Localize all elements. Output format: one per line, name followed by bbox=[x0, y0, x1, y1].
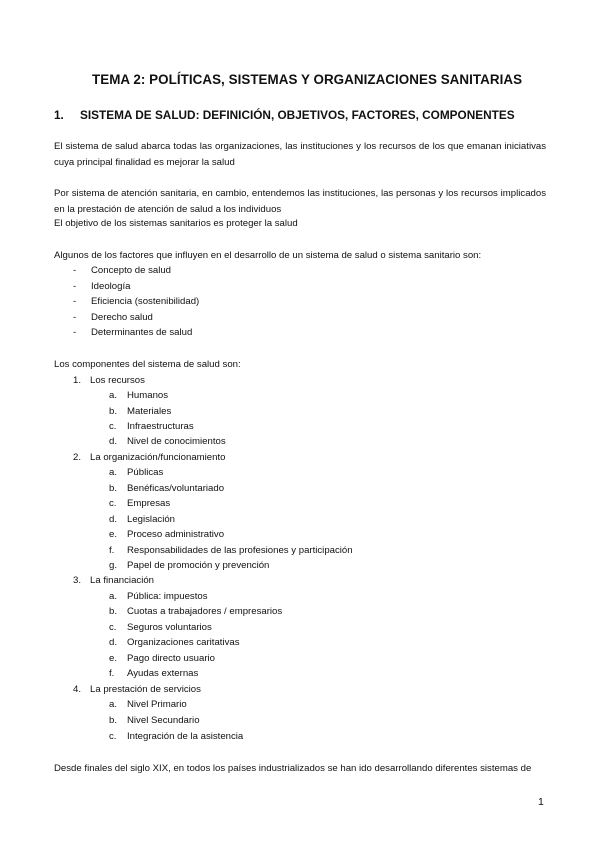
sub-list-item: d. Nivel de conocimientos bbox=[109, 436, 226, 447]
list-item: Concepto de salud bbox=[91, 265, 172, 276]
sub-list-item: f. Responsabilidades de las profesiones y participación bbox=[109, 545, 353, 556]
list-item: 1. Los recursos bbox=[73, 375, 145, 386]
list-item: 3. La financiación bbox=[73, 575, 155, 586]
sub-list-item: a. Públicas bbox=[109, 467, 164, 478]
document-title: TEMA 2: POLÍTICAS, SISTEMAS Y ORGANIZACIONES SANITARIAS bbox=[92, 72, 523, 87]
sub-list-item: b. Benéficas/voluntariado bbox=[109, 483, 225, 494]
paragraph-objective: El objetivo de los sistemas sanitarios es proteger la salud bbox=[54, 218, 298, 229]
paragraph-factors-intro: Algunos de los factores que influyen en el desarrollo de un sistema de salud o sistema sanitario son: bbox=[54, 250, 482, 261]
sub-list-item: c. Seguros voluntarios bbox=[109, 622, 212, 633]
sub-list-item: g. Papel de promoción y prevención bbox=[109, 560, 270, 571]
section-number: 1. bbox=[54, 108, 64, 122]
sub-list-item: c. Integración de la asistencia bbox=[109, 731, 244, 742]
list-bullet: - bbox=[73, 327, 77, 338]
sub-list-item: f. Ayudas externas bbox=[109, 668, 199, 679]
sub-list-item: a. Pública: impuestos bbox=[109, 591, 208, 602]
sub-list-item: b. Cuotas a trabajadores / empresarios bbox=[109, 606, 283, 617]
list-item: 4. La prestación de servicios bbox=[73, 684, 201, 695]
sub-list-item: a. Nivel Primario bbox=[109, 699, 187, 710]
sub-list-item: e. Proceso administrativo bbox=[109, 529, 225, 540]
page-number: 1 bbox=[538, 796, 544, 808]
list-bullet: - bbox=[73, 312, 77, 323]
section-heading bbox=[54, 108, 515, 122]
sub-list-item: d. Legislación bbox=[109, 514, 176, 525]
paragraph-care-system: Por sistema de atención sanitaria, en cambio, entendemos las instituciones, las personas y los recursos implicados en la prestación de atención de salud a los individuos bbox=[54, 188, 546, 215]
list-item: 2. La organización/funcionamiento bbox=[73, 452, 226, 463]
list-item: Eficiencia (sostenibilidad) bbox=[91, 296, 200, 307]
sub-list-item: b. Nivel Secundario bbox=[109, 715, 200, 726]
paragraph-definition: El sistema de salud abarca todas las organizaciones, las instituciones y los recursos de los que emanan iniciativas cuya principal finalidad es mejorar la salud bbox=[54, 141, 546, 168]
section-title: SISTEMA DE SALUD: DEFINICIÓN, OBJETIVOS, FACTORES, COMPONENTES bbox=[80, 108, 515, 122]
list-item: Derecho salud bbox=[91, 312, 153, 323]
list-item: Determinantes de salud bbox=[91, 327, 193, 338]
paragraph-final: Desde finales del siglo XIX, en todos los países industrializados se han ido desarrollando diferentes sistemas de bbox=[54, 763, 532, 774]
sub-list-item: d. Organizaciones caritativas bbox=[109, 637, 240, 648]
sub-list-item: a. Humanos bbox=[109, 390, 169, 401]
sub-list-item: c. Infraestructuras bbox=[109, 421, 194, 432]
paragraph-components-intro: Los componentes del sistema de salud son: bbox=[54, 359, 241, 370]
sub-list-item: c. Empresas bbox=[109, 498, 171, 509]
sub-list-item: e. Pago directo usuario bbox=[109, 653, 215, 664]
list-item: Ideología bbox=[91, 281, 131, 292]
list-bullet: - bbox=[73, 281, 77, 292]
list-bullet: - bbox=[73, 265, 77, 276]
list-bullet: - bbox=[73, 296, 77, 307]
sub-list-item: b. Materiales bbox=[109, 406, 172, 417]
